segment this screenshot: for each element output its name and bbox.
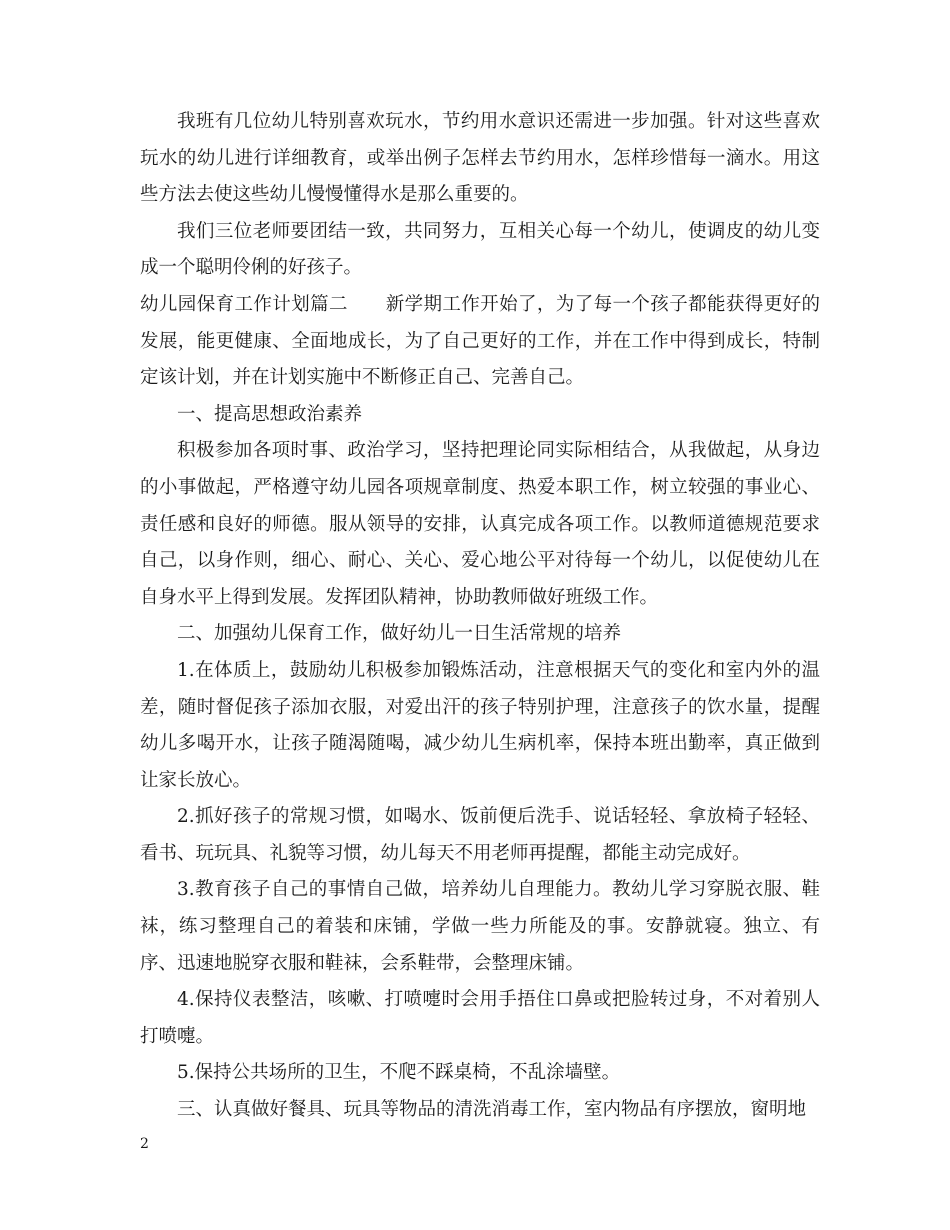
paragraph-plan-two-intro: 幼儿园保育工作计划篇二 新学期工作开始了，为了每一个孩子都能获得更好的发展，能更健康、全面地成长，为了自己更好的工作，并在工作中得到成长，特制定该计划，并在计划实施中不断修正自己、完善自己。	[140, 293, 820, 389]
section-heading-3: 三、认真做好餐具、玩具等物品的清洗消毒工作，室内物品有序摆放，窗明地	[177, 1099, 807, 1121]
list-item-4: 4.保持仪表整洁，咳嗽、打喷嚏时会用手捂住口鼻或把脸转过身，不对着别人打喷嚏。	[140, 989, 820, 1047]
list-item-2: 2.抓好孩子的常规习惯，如喝水、饭前便后洗手、说话轻轻、拿放椅子轻轻、看书、玩玩具、礼貌等习惯，幼儿每天不用老师再提醒，都能主动完成好。	[140, 806, 820, 864]
list-item-1: 1.在体质上，鼓励幼儿积极参加锻炼活动，注意根据天气的变化和室内外的温差，随时督促孩子添加衣服，对爱出汗的孩子特别护理，注意孩子的饮水量，提醒幼儿多喝开水，让孩子随渴随喝，减少幼儿生病机率，保持本班出勤率，真正做到让家长放心。	[140, 659, 820, 791]
section-heading-1: 一、提高思想政治素养	[177, 403, 363, 425]
page-number: 2	[140, 1136, 149, 1152]
list-item-3: 3.教育孩子自己的事情自己做，培养幼儿自理能力。教幼儿学习穿脱衣服、鞋袜，练习整理自己的着装和床铺，学做一些力所能及的事。安静就寝。独立、有序、迅速地脱穿衣服和鞋袜，会系鞋带，会整理床铺。	[140, 879, 820, 974]
paragraph-water-saving: 我班有几位幼儿特别喜欢玩水，节约用水意识还需进一步加强。针对这些喜欢玩水的幼儿进行详细教育，或举出例子怎样去节约用水，怎样珍惜每一滴水。用这些方法去使这些幼儿慢慢懂得水是那么重要的。	[140, 111, 820, 206]
list-item-5: 5.保持公共场所的卫生，不爬不踩桌椅，不乱涂墙壁。	[177, 1062, 621, 1084]
document-body	[140, 104, 820, 1129]
paragraph-political-study: 积极参加各项时事、政治学习，坚持把理论同实际相结合，从我做起，从身边的小事做起，严格遵守幼儿园各项规章制度、热爱本职工作，树立较强的事业心、责任感和良好的师德。服从领导的安排，认真完成各项工作。以教师道德规范要求自己，以身作则，细心、耐心、关心、爱心地公平对待每一个幼儿，以促使幼儿在自身水平上得到发展。发挥团队精神，协助教师做好班级工作。	[140, 440, 820, 608]
paragraph-teachers-unite: 我们三位老师要团结一致，共同努力，互相关心每一个幼儿，使调皮的幼儿变成一个聪明伶俐的好孩子。	[140, 220, 820, 279]
section-heading-2: 二、加强幼儿保育工作，做好幼儿一日生活常规的培养	[177, 623, 622, 645]
